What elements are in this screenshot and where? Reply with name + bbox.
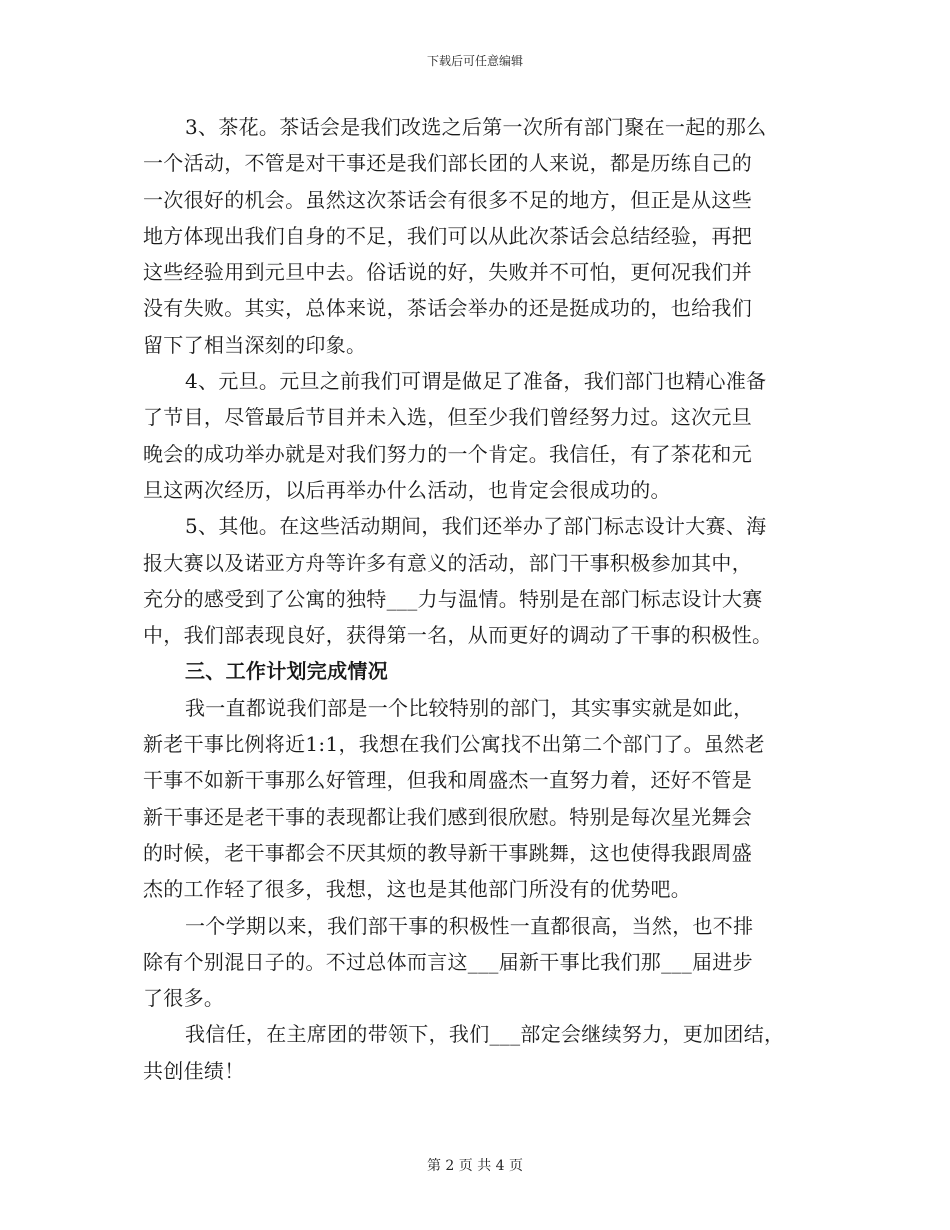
paragraph-line: 一个活动，不管是对干事还是我们部长团的人来说，都是历练自己的 — [143, 151, 752, 176]
paragraph-line: 了节目，尽管最后节目并未入选，但至少我们曾经努力过。这次元旦 — [143, 405, 752, 430]
paragraph-line: 没有失败。其实，总体来说，茶话会举办的还是挺成功的，也给我们 — [143, 296, 752, 321]
paragraph-line: 干事不如新干事那么好管理，但我和周盛杰一直努力着，还好不管是 — [143, 768, 752, 793]
paragraph-line: 中，我们部表现良好，获得第一名，从而更好的调动了干事的积极性。 — [143, 623, 773, 648]
paragraph-line: 新干事还是老干事的表现都让我们感到很欣慰。特别是每次星光舞会 — [143, 804, 752, 829]
page-footer: 第 2 页 共 4 页 — [426, 1158, 524, 1174]
page-header: 下载后可任意编辑 — [426, 54, 523, 68]
paragraph-line: 我一直都说我们部是一个比较特别的部门，其实事实就是如此， — [185, 695, 754, 720]
paragraph-line: 除有个别混日子的。不过总体而言这___届新干事比我们那___届进步 — [143, 949, 753, 974]
paragraph-line: 杰的工作轻了很多，我想，这也是其他部门所没有的优势吧。 — [143, 877, 692, 902]
paragraph-line: 晚会的成功举办就是对我们努力的一个肯定。我信任，有了茶花和元 — [143, 441, 752, 466]
paragraph-line: 留下了相当深刻的印象。 — [143, 332, 367, 357]
section-heading: 三、工作计划完成情况 — [185, 659, 388, 684]
paragraph-line: 地方体现出我们自身的不足，我们可以从此次茶话会总结经验，再把 — [143, 223, 752, 248]
paragraph-line: 3、茶花。茶话会是我们改选之后第一次所有部门聚在一起的那么 — [185, 115, 767, 139]
paragraph-line: 了很多。 — [143, 986, 225, 1011]
paragraph-line: 一个学期以来，我们部干事的积极性一直都很高，当然，也不排 — [185, 913, 754, 938]
paragraph-line: 共创佳绩！ — [143, 1058, 245, 1083]
paragraph-line: 这些经验用到元旦中去。俗话说的好，失败并不可怕，更何况我们并 — [143, 260, 752, 285]
paragraph-line: 充分的感受到了公寓的独特___力与温情。特别是在部门标志设计大赛 — [143, 586, 763, 611]
paragraph-line: 报大赛以及诺亚方舟等许多有意义的活动，部门干事积极参加其中， — [143, 550, 752, 575]
paragraph-line: 一次很好的机会。虽然这次茶话会有很多不足的地方，但正是从这些 — [143, 187, 752, 212]
paragraph-line: 的时候，老干事都会不厌其烦的教导新干事跳舞，这也使得我跟周盛 — [143, 840, 752, 865]
paragraph-line: 我信任，在主席团的带领下，我们___部定会继续努力，更加团结， — [185, 1022, 785, 1047]
paragraph-line: 5、其他。在这些活动期间，我们还举办了部门标志设计大赛、海 — [185, 514, 767, 539]
paragraph-line: 新老干事比例将近1:1，我想在我们公寓找不出第二个部门了。虽然老 — [143, 732, 765, 757]
paragraph-line: 旦这两次经历，以后再举办什么活动，也肯定会很成功的。 — [143, 477, 671, 502]
document-body — [143, 109, 843, 1089]
paragraph-line: 4、元旦。元旦之前我们可谓是做足了准备，我们部门也精心准备 — [185, 369, 767, 394]
